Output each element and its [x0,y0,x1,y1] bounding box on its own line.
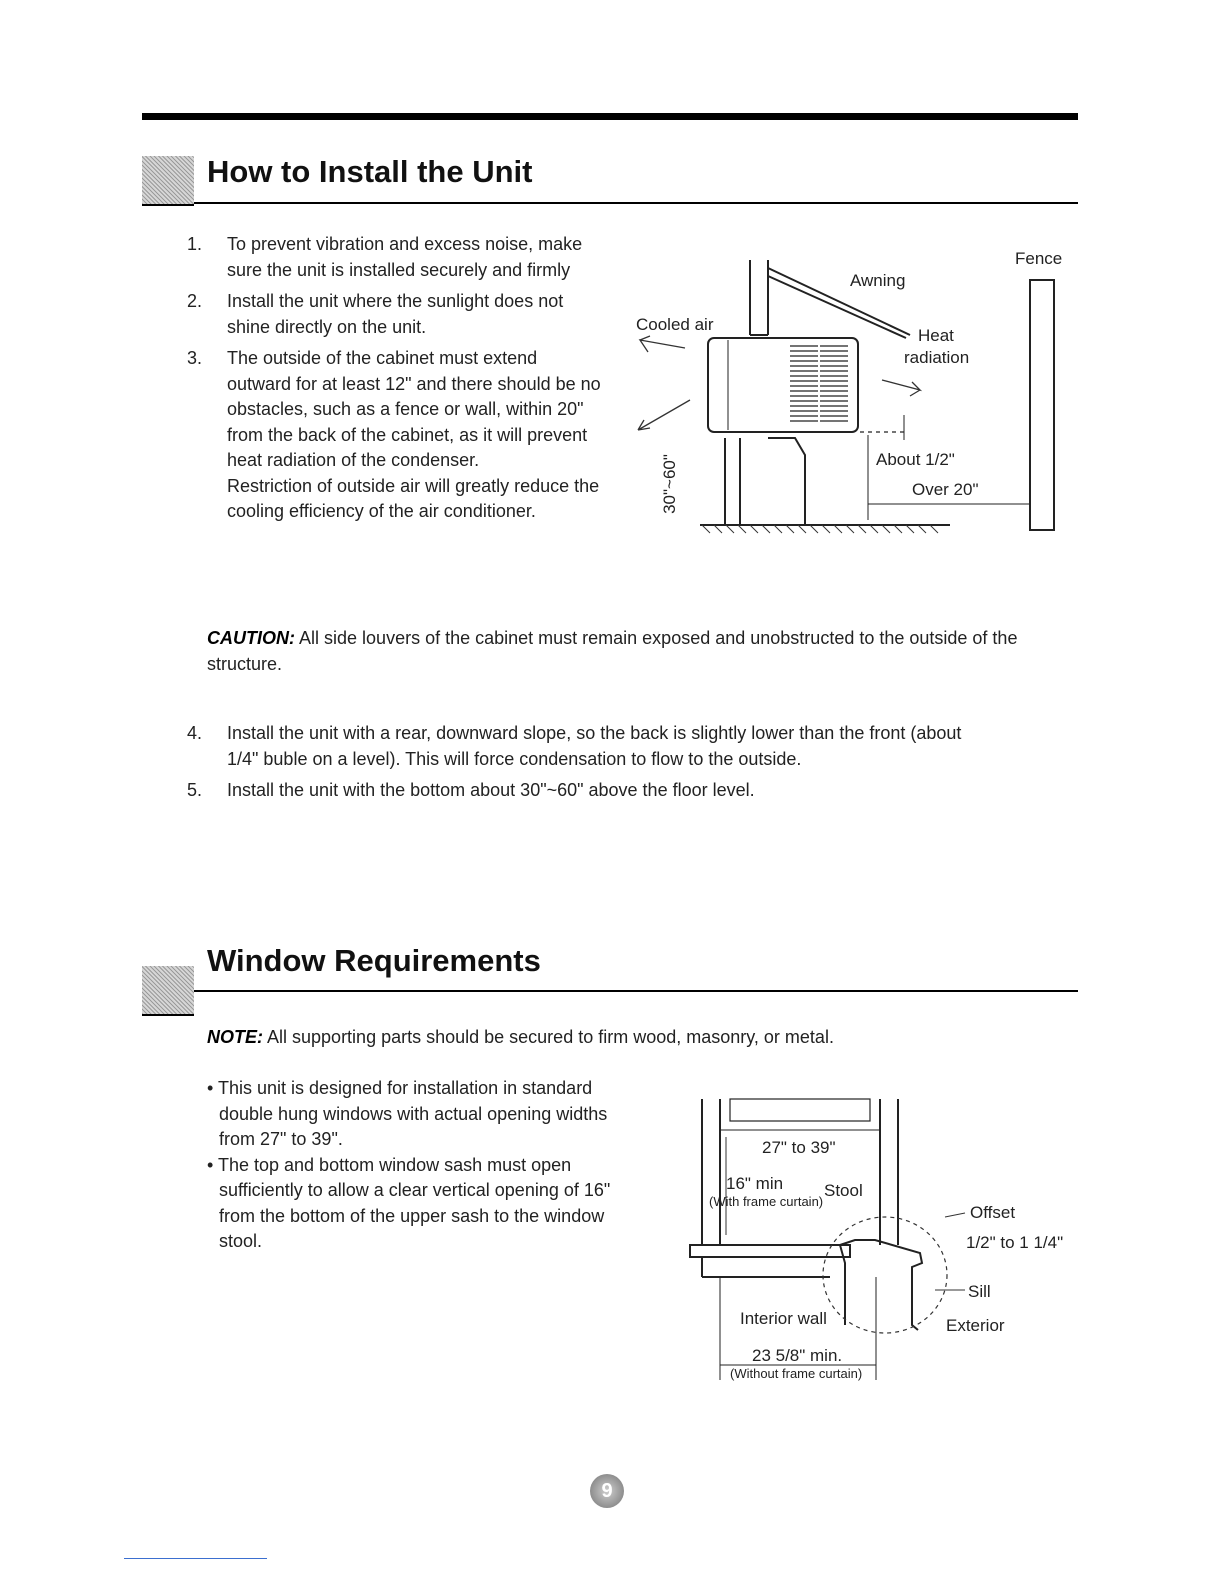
sill-label: Sill [968,1282,991,1301]
window-bullets [207,1076,647,1255]
interior-wall-label: Interior wall [740,1309,827,1328]
with-curtain-label: (With frame curtain) [709,1194,824,1209]
offset-label: Offset [970,1203,1016,1222]
bullet-1: • This unit is designed for installation in standard double hung windows with actual opening widths from 27" to 39". [207,1078,608,1149]
awning-label: Awning [850,271,906,290]
step-4: 4. Install the unit with a rear, downward slope, so the back is slightly lower than the front (about 1/4" buble on a level). This will force condensation to flow to the outside. [187,723,962,769]
step-5: 5. Install the unit with the bottom about 30"~60" above the floor level. [187,780,755,800]
note-text: All supporting parts should be secured to firm wood, masonry, or metal. [267,1027,834,1047]
section-rule [194,202,1078,204]
install-steps-2 [187,721,967,810]
caution-text: All side louvers of the cabinet must remain exposed and unobstructed to the outside of the structure. [207,628,1018,674]
offset-value-label: 1/2" to 1 1/4" [966,1233,1064,1252]
step-3: 3. The outside of the cabinet must extend outward for at least 12" and there should be no obstacles, such as a fence or wall, within 20" from the back of the cabinet, as it will prevent heat radiation of the condenser. [187,348,601,470]
exterior-label: Exterior [946,1316,1005,1335]
top-rule [142,113,1078,120]
note [207,1025,1087,1051]
bullet-2: • The top and bottom window sash must open sufficiently to allow a clear vertical opening of 16" from the bottom of the upper sash to the window stool. [207,1154,611,1251]
caution-note [207,626,1087,677]
about-half-label: About 1/2" [876,450,955,469]
without-curtain-label: (Without frame curtain) [730,1366,863,1381]
caution-label: CAUTION: [207,628,295,648]
stool-label: Stool [824,1181,863,1200]
cooled-air-label: Cooled air [636,315,714,334]
section-marker-icon [142,966,194,1016]
fence-label: Fence [1015,249,1063,268]
section-title-install: How to Install the Unit [207,154,533,189]
width-label: 27" to 39" [762,1138,836,1157]
height-label: 30"~60" [659,454,679,514]
page-number: 9 [590,1474,624,1508]
step-1: 1. To prevent vibration and excess noise, make sure the unit is installed securely and firmly [187,234,583,280]
min16-label: 16" min [726,1174,784,1193]
section-rule [194,990,1078,992]
radiation-label: radiation [904,348,970,367]
footer-line [124,1558,267,1559]
heat-label: Heat [918,326,954,345]
min23-label: 23 5/8" min. [752,1346,843,1365]
section-title-window: Window Requirements [207,943,541,978]
over-20-label: Over 20" [912,480,979,499]
note-label: NOTE: [207,1027,263,1047]
step-2: 2. Install the unit where the sunlight does not shine directly on the unit. [187,291,564,337]
install-steps [187,232,602,525]
restriction-note: Restriction of outside air will greatly reduce the cooling efficiency of the air conditioner. [227,475,600,521]
section-marker-icon [142,156,194,206]
